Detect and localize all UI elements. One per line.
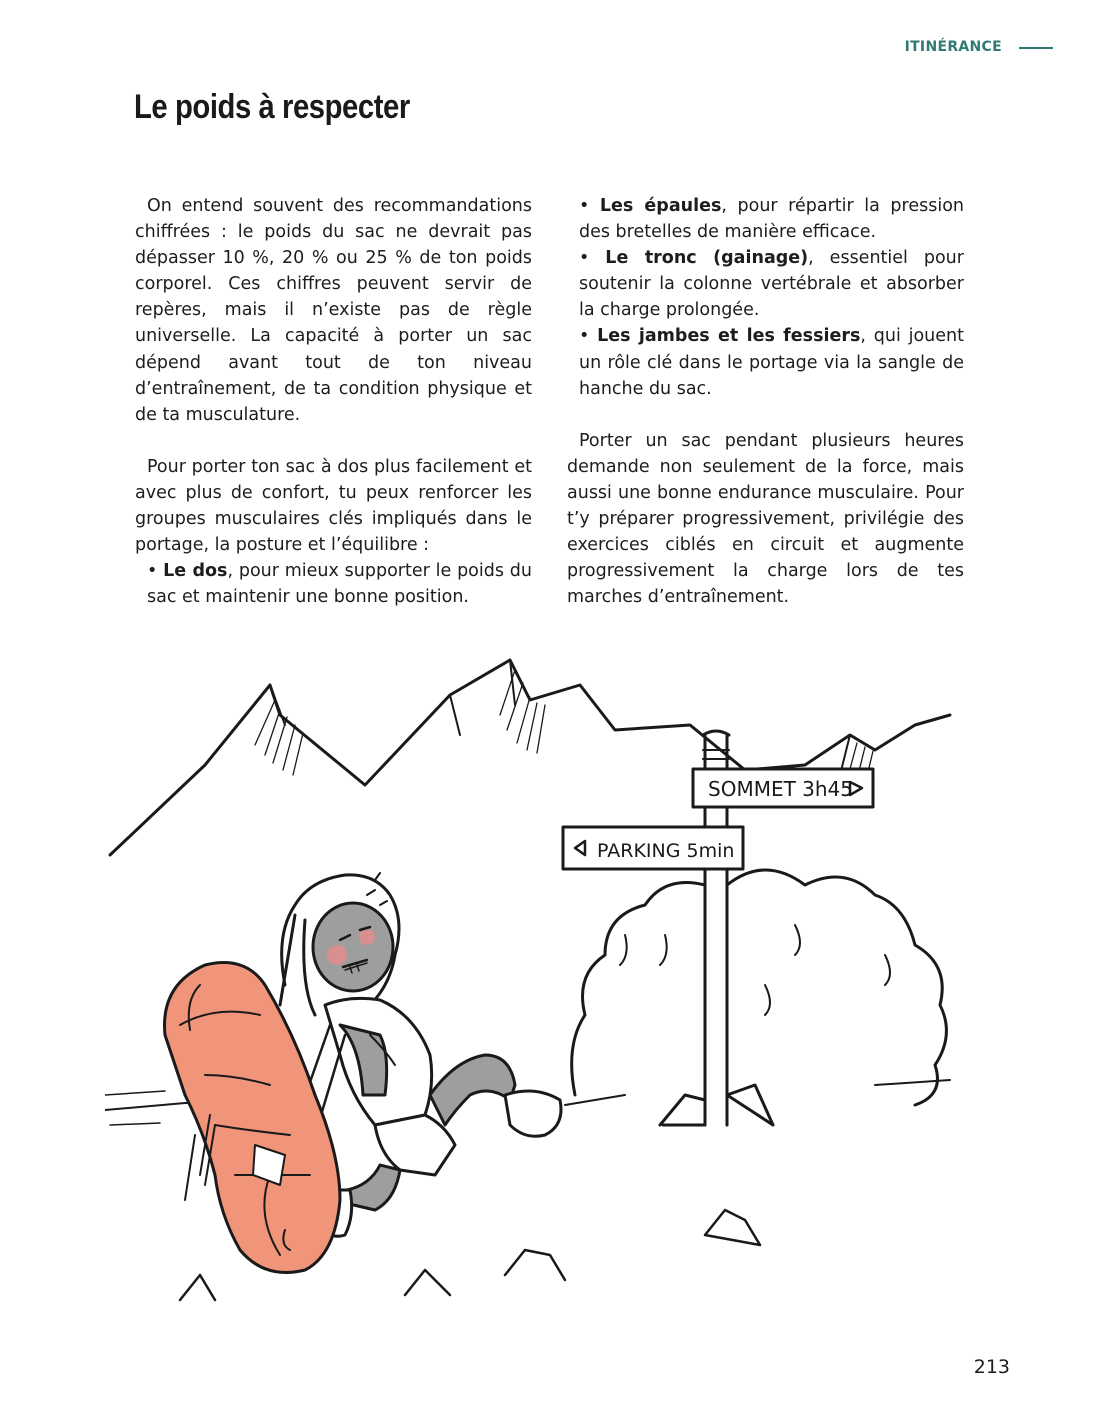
shoe-front <box>505 1091 561 1136</box>
hiker-illustration <box>105 655 955 1305</box>
sign-parking-label: PARKING 5min <box>597 840 735 862</box>
bullet-back <box>135 558 532 610</box>
section-label: ITINÉRANCE <box>904 39 1002 55</box>
hiker-leg-back <box>345 1165 400 1210</box>
bullet-marker: • <box>579 196 590 216</box>
bullet-back-text: , pour mieux supporter le poids du sac et maintenir une bonne position. <box>147 561 532 608</box>
paragraph-intro: On entend souvent des recommandations chiffrées : le poids du sac ne devrait pas dépasser 10 %, 20 % ou 25 % de ton poids corporel. Ces chiffres peuvent servir de repères, mais il n’existe pas de règle universelle. La capacité à porter un sac dépend avant tout de ton niveau d’entraînement, de ta condition physique et de ta musculature. <box>135 196 532 425</box>
paragraph-endurance: Porter un sac pendant plusieurs heures demande non seulement de la force, mais aussi une bonne endurance musculaire. Pour t’y préparer progressivement, privilégie des exercices ciblés en circuit et augmente progressivement la charge lors de tes marches d’entraînement. <box>567 430 964 608</box>
bullet-back-bold: Le dos <box>163 561 228 582</box>
bullet-shoulders-bold: Les épaules <box>599 196 722 216</box>
bullet-core-bold: Le tronc (gainage) <box>605 248 809 269</box>
mountain-ridge <box>110 660 950 855</box>
right-column <box>567 193 964 610</box>
hiker-face <box>313 903 393 991</box>
bullet-marker: • <box>147 561 158 582</box>
bullet-marker: • <box>579 248 590 269</box>
hiker-leg-front <box>430 1055 515 1125</box>
bullet-legs-text: , qui jouent un rôle clé dans le portage via la sangle de hanche du sac. <box>579 326 964 399</box>
bullet-legs-bold: Les jambes et les fessiers <box>597 326 861 347</box>
page-number: 213 <box>973 1356 1010 1378</box>
bullet-marker: • <box>579 326 590 347</box>
bullet-shoulders <box>567 193 964 245</box>
sign-summit-label: SOMMET 3h45 <box>708 777 854 801</box>
left-column <box>135 193 532 610</box>
section-rule <box>1019 47 1053 49</box>
bullet-core-text: , essentiel pour soutenir la colonne vertébrale et absorber la charge prolongée. <box>579 248 964 321</box>
bullet-shoulders-text: , pour répartir la pression des bretelles de manière efficace. <box>579 196 964 243</box>
paragraph-muscles: Pour porter ton sac à dos plus facilement et avec plus de confort, tu peux renforcer les groupes musculaires clés impliqués dans le portage, la posture et l’équilibre : <box>135 456 532 556</box>
bullet-legs <box>567 323 964 401</box>
page-title: Le poids à respecter <box>134 88 410 126</box>
bullet-core <box>567 245 964 323</box>
bushes <box>572 870 947 1105</box>
